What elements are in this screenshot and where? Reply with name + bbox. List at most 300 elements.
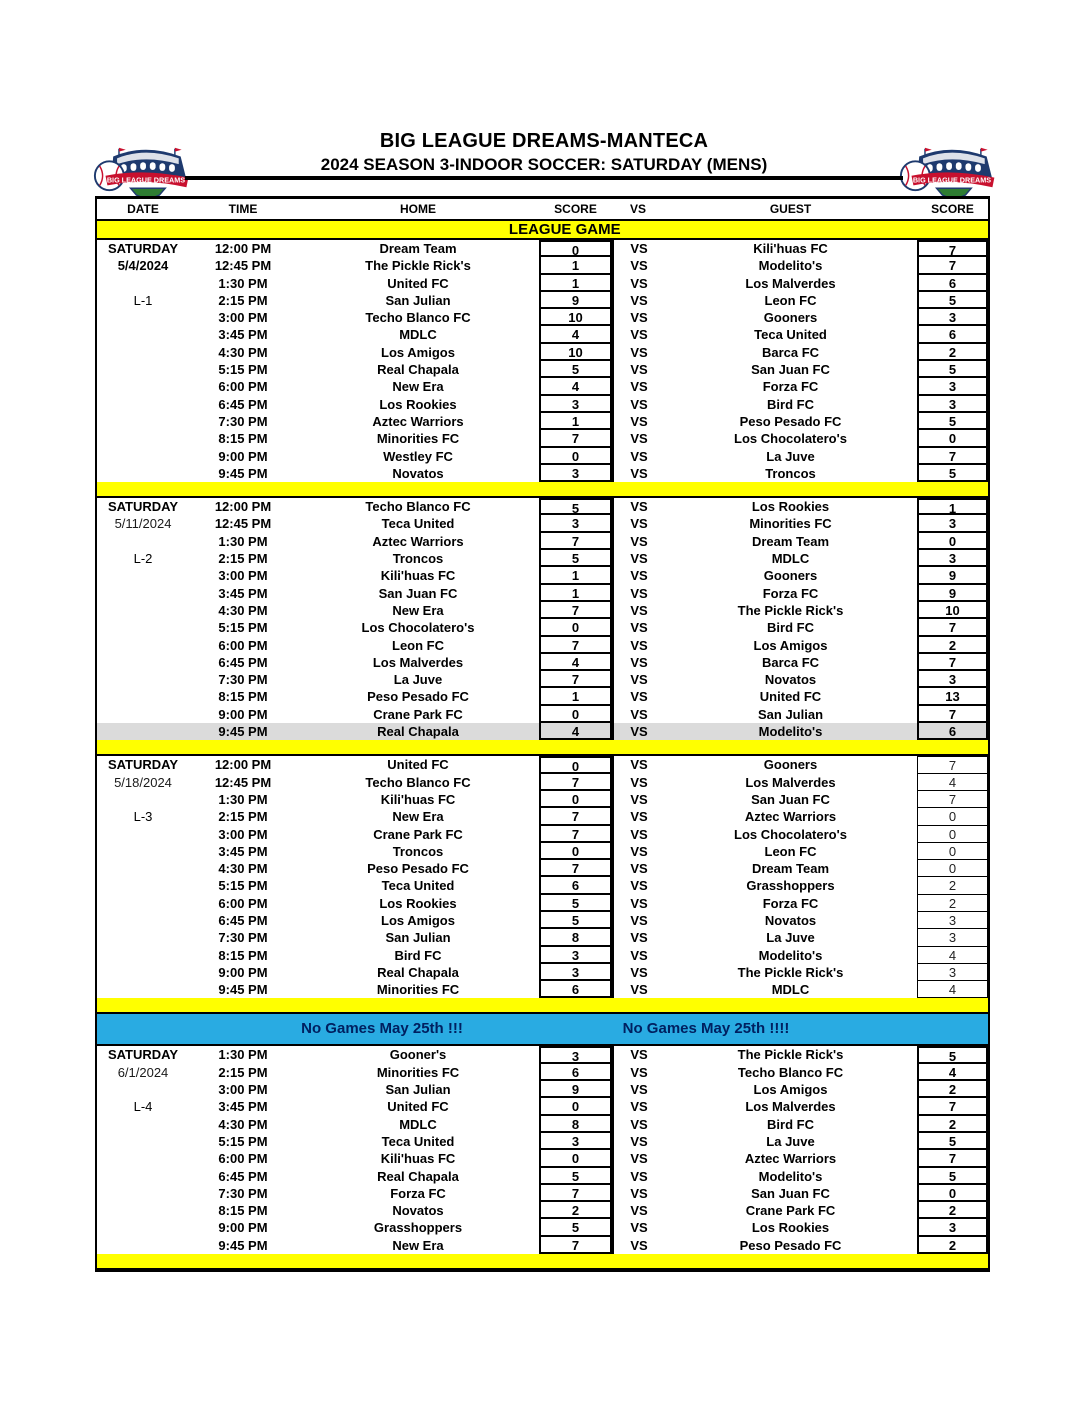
vs-label: VS xyxy=(612,309,664,326)
vs-label: VS xyxy=(612,498,664,515)
game-row xyxy=(97,378,988,395)
date-spacer xyxy=(97,396,189,413)
date-spacer xyxy=(97,326,189,343)
game-time: 8:15 PM xyxy=(218,431,268,447)
home-score: 4 xyxy=(539,654,612,671)
game-row xyxy=(97,843,988,860)
guest-score: 7 xyxy=(917,240,988,257)
guest-score: 2 xyxy=(917,1237,988,1254)
home-score: 5 xyxy=(539,550,612,567)
guest-score: 0 xyxy=(917,826,988,843)
guest-team: The Pickle Rick's xyxy=(737,1047,844,1063)
guest-score: 7 xyxy=(917,257,988,274)
date-spacer xyxy=(97,533,189,550)
date-spacer xyxy=(97,671,189,688)
vs-label: VS xyxy=(612,292,664,309)
home-team: Techo Blanco FC xyxy=(365,774,471,790)
date-spacer xyxy=(97,706,189,723)
vs-label: VS xyxy=(612,774,664,791)
guest-team: San Juan FC xyxy=(751,1185,830,1201)
home-score: 7 xyxy=(539,533,612,550)
game-time: 4:30 PM xyxy=(218,344,268,360)
vs-label: VS xyxy=(612,808,664,825)
game-time: 1:30 PM xyxy=(218,533,268,549)
guest-team: Dream Team xyxy=(751,533,830,549)
date-spacer xyxy=(97,826,189,843)
home-team: Los Malverdes xyxy=(372,654,464,670)
guest-score: 10 xyxy=(917,602,988,619)
home-team: Crane Park FC xyxy=(373,826,463,842)
guest-team: Los Malverdes xyxy=(745,1099,836,1115)
game-row xyxy=(97,1168,988,1185)
guest-score: 7 xyxy=(917,448,988,465)
vs-label: VS xyxy=(612,361,664,378)
home-team: MDLC xyxy=(399,327,437,343)
home-team: The Pickle Rick's xyxy=(365,258,471,274)
game-time: 6:00 PM xyxy=(218,379,268,395)
game-time: 6:45 PM xyxy=(218,654,268,670)
game-time: 9:45 PM xyxy=(189,723,297,740)
vs-label: VS xyxy=(612,430,664,447)
guest-score: 3 xyxy=(917,515,988,532)
game-time: 9:45 PM xyxy=(218,982,268,998)
home-team: Westley FC xyxy=(383,448,453,464)
vs-label: VS xyxy=(612,637,664,654)
guest-score: 3 xyxy=(917,912,988,929)
game-time: 6:00 PM xyxy=(218,895,268,911)
date-spacer xyxy=(97,1237,189,1254)
date-spacer xyxy=(97,929,189,946)
home-score: 0 xyxy=(539,240,612,257)
game-row xyxy=(97,1133,988,1150)
vs-label: VS xyxy=(612,1098,664,1115)
home-score: 7 xyxy=(539,860,612,877)
guest-team: Techo Blanco FC xyxy=(737,1064,844,1080)
guest-score: 0 xyxy=(917,430,988,447)
vs-label: VS xyxy=(612,877,664,894)
home-team: Peso Pesado FC xyxy=(367,861,469,877)
date-spacer xyxy=(97,1219,189,1236)
guest-team: Gooners xyxy=(763,310,818,326)
date-spacer xyxy=(97,1081,189,1098)
guest-team: Minorities FC xyxy=(749,516,832,532)
home-score: 3 xyxy=(539,964,612,981)
date-spacer xyxy=(97,361,189,378)
date-spacer xyxy=(97,981,189,998)
home-score: 1 xyxy=(539,585,612,602)
guest-score: 6 xyxy=(917,275,988,292)
home-score: 6 xyxy=(539,877,612,894)
home-score: 5 xyxy=(539,912,612,929)
game-time: 8:15 PM xyxy=(218,689,268,705)
guest-team: Bird FC xyxy=(767,620,814,636)
svg-text:BIG LEAGUE DREAMS: BIG LEAGUE DREAMS xyxy=(106,175,186,185)
col-header-guest: GUEST xyxy=(769,202,812,216)
home-score: 10 xyxy=(539,344,612,361)
vs-label: VS xyxy=(612,843,664,860)
home-team: Forza FC xyxy=(390,1185,446,1201)
guest-team: Modelito's xyxy=(758,947,823,963)
day-label: SATURDAY xyxy=(107,757,179,773)
home-team: Kili'huas FC xyxy=(380,791,456,807)
vs-label: VS xyxy=(612,378,664,395)
date-spacer xyxy=(97,309,189,326)
guest-team: The Pickle Rick's xyxy=(737,964,844,980)
home-score: 3 xyxy=(539,947,612,964)
game-time: 3:00 PM xyxy=(218,1082,268,1098)
vs-label: VS xyxy=(612,240,664,257)
game-row xyxy=(97,292,988,309)
home-team: Minorities FC xyxy=(376,1064,460,1080)
col-header-vs: VS xyxy=(629,202,646,216)
date-spacer xyxy=(97,1168,189,1185)
guest-team: Los Malverdes xyxy=(745,275,836,291)
game-time: 9:45 PM xyxy=(218,465,268,481)
home-team: Grasshoppers xyxy=(373,1220,463,1236)
game-time: 3:45 PM xyxy=(218,327,268,343)
vs-label: VS xyxy=(612,326,664,343)
home-team: Kili'huas FC xyxy=(380,1151,456,1167)
game-row xyxy=(97,619,988,636)
date-spacer xyxy=(97,688,189,705)
guest-team: Dream Team xyxy=(751,861,830,877)
guest-team: MDLC xyxy=(771,551,810,567)
home-score: 7 xyxy=(539,602,612,619)
date-spacer xyxy=(97,448,189,465)
guest-score: 5 xyxy=(917,413,988,430)
home-team: Gooner's xyxy=(389,1047,447,1063)
guest-team: Los Malverdes xyxy=(745,774,836,790)
vs-label: VS xyxy=(612,912,664,929)
home-team: Real Chapala xyxy=(377,964,459,980)
home-score: 4 xyxy=(539,326,612,343)
home-score: 4 xyxy=(539,723,612,740)
guest-team: Leon FC xyxy=(764,292,817,308)
guest-score: 4 xyxy=(917,774,988,791)
date-spacer xyxy=(97,654,189,671)
home-score: 3 xyxy=(539,465,612,482)
guest-score: 3 xyxy=(917,929,988,946)
guest-score: 0 xyxy=(917,843,988,860)
vs-label: VS xyxy=(612,1081,664,1098)
guest-score: 5 xyxy=(917,1168,988,1185)
game-row xyxy=(97,498,988,515)
guest-score: 7 xyxy=(917,1098,988,1115)
guest-team: Barca FC xyxy=(761,654,820,670)
game-row xyxy=(97,706,988,723)
date-spacer xyxy=(97,585,189,602)
league-label: L-2 xyxy=(133,551,153,567)
game-time: 6:00 PM xyxy=(218,637,268,653)
schedule-section xyxy=(97,1046,988,1254)
col-header-score: SCORE xyxy=(554,202,597,216)
no-games-banner xyxy=(97,1014,988,1046)
date-spacer xyxy=(97,1133,189,1150)
guest-score: 3 xyxy=(917,378,988,395)
game-time: 9:45 PM xyxy=(218,1237,268,1253)
guest-score: 3 xyxy=(917,309,988,326)
day-label: SATURDAY xyxy=(107,499,179,515)
home-score: 0 xyxy=(539,448,612,465)
schedule-table xyxy=(95,196,990,1272)
guest-score: 9 xyxy=(917,585,988,602)
home-team: Novatos xyxy=(392,465,444,481)
guest-score: 5 xyxy=(917,1133,988,1150)
guest-score: 7 xyxy=(917,654,988,671)
game-time: 1:30 PM xyxy=(218,791,268,807)
game-time: 3:00 PM xyxy=(218,826,268,842)
game-row xyxy=(97,637,988,654)
date-spacer xyxy=(97,1185,189,1202)
guest-team: Los Amigos xyxy=(753,1082,828,1098)
schedule-section xyxy=(97,498,988,740)
guest-team: Barca FC xyxy=(761,344,820,360)
vs-label: VS xyxy=(612,275,664,292)
date-spacer xyxy=(97,637,189,654)
game-time: 7:30 PM xyxy=(218,1185,268,1201)
vs-label: VS xyxy=(612,1219,664,1236)
game-time: 8:15 PM xyxy=(218,1203,268,1219)
vs-label: VS xyxy=(612,791,664,808)
home-team: Bird FC xyxy=(394,947,442,963)
home-team: Teca United xyxy=(381,878,455,894)
home-team: Techo Blanco FC xyxy=(365,499,471,515)
vs-label: VS xyxy=(612,602,664,619)
vs-label: VS xyxy=(612,671,664,688)
guest-score: 5 xyxy=(917,1046,988,1063)
vs-label: VS xyxy=(612,723,664,740)
game-row xyxy=(97,723,988,740)
guest-team: Novatos xyxy=(764,672,817,688)
guest-team: La Juve xyxy=(766,1133,815,1149)
date-spacer xyxy=(97,1150,189,1167)
guest-team: Los Chocolatero's xyxy=(734,431,847,447)
guest-team: La Juve xyxy=(766,930,815,946)
game-time: 12:00 PM xyxy=(214,241,272,256)
league-game-label: LEAGUE GAME xyxy=(508,221,621,238)
col-header-home: HOME xyxy=(400,202,436,216)
table-body xyxy=(97,240,988,1270)
game-row xyxy=(97,654,988,671)
date-label: 5/11/2024 xyxy=(114,516,172,532)
game-row xyxy=(97,1202,988,1219)
home-team: La Juve xyxy=(393,672,443,688)
vs-label: VS xyxy=(612,567,664,584)
game-time: 7:30 PM xyxy=(218,413,268,429)
home-team: Real Chapala xyxy=(377,362,459,378)
game-row xyxy=(97,1219,988,1236)
guest-score: 6 xyxy=(917,723,988,740)
game-row xyxy=(97,1237,988,1254)
home-team: United FC xyxy=(387,1099,449,1115)
title-rule xyxy=(185,176,903,180)
game-row xyxy=(97,533,988,550)
home-score: 8 xyxy=(539,1116,612,1133)
yellow-separator xyxy=(97,1254,988,1270)
home-score: 0 xyxy=(539,756,612,773)
vs-label: VS xyxy=(612,947,664,964)
game-time: 9:00 PM xyxy=(218,706,268,722)
guest-team: Bird FC xyxy=(767,1116,814,1132)
home-team: San Julian xyxy=(385,1082,451,1098)
day-label: SATURDAY xyxy=(107,241,179,256)
game-time: 9:00 PM xyxy=(218,964,268,980)
date-spacer xyxy=(97,275,189,292)
guest-score: 0 xyxy=(917,1185,988,1202)
game-time: 5:15 PM xyxy=(218,878,268,894)
guest-team: Forza FC xyxy=(762,585,819,601)
game-row xyxy=(97,826,988,843)
game-time: 2:15 PM xyxy=(218,1064,268,1080)
guest-team: Los Rookies xyxy=(751,1220,830,1236)
game-row xyxy=(97,602,988,619)
home-team: Crane Park FC xyxy=(373,706,463,722)
home-score: 5 xyxy=(539,1168,612,1185)
game-row xyxy=(97,1098,988,1115)
home-team: Peso Pesado FC xyxy=(367,689,469,705)
guest-score: 3 xyxy=(917,396,988,413)
guest-team: Gooners xyxy=(763,568,818,584)
guest-score: 2 xyxy=(917,877,988,894)
game-row xyxy=(97,774,988,791)
guest-score: 9 xyxy=(917,567,988,584)
guest-team: Los Amigos xyxy=(753,637,828,653)
date-spacer xyxy=(97,378,189,395)
home-score: 7 xyxy=(539,1237,612,1254)
game-row xyxy=(97,964,988,981)
game-time: 6:45 PM xyxy=(218,912,268,928)
game-row xyxy=(97,808,988,825)
home-team: Real Chapala xyxy=(297,723,539,740)
guest-score: 7 xyxy=(917,756,988,773)
game-row xyxy=(97,947,988,964)
home-score: 7 xyxy=(539,1185,612,1202)
home-score: 3 xyxy=(539,1046,612,1063)
guest-score: 3 xyxy=(917,671,988,688)
home-score: 5 xyxy=(539,895,612,912)
home-team: Kili'huas FC xyxy=(380,568,456,584)
league-label: L-1 xyxy=(133,292,153,308)
game-row xyxy=(97,877,988,894)
guest-team: Grasshoppers xyxy=(746,878,835,894)
home-score: 7 xyxy=(539,430,612,447)
guest-score: 4 xyxy=(917,1064,988,1081)
game-row xyxy=(97,929,988,946)
guest-score: 1 xyxy=(917,498,988,515)
date-spacer xyxy=(97,344,189,361)
game-row xyxy=(97,912,988,929)
vs-label: VS xyxy=(612,1202,664,1219)
game-time: 5:15 PM xyxy=(218,620,268,636)
guest-team: Modelito's xyxy=(664,723,917,740)
game-row xyxy=(97,1081,988,1098)
home-score: 0 xyxy=(539,791,612,808)
game-row xyxy=(97,1046,988,1063)
game-time: 3:45 PM xyxy=(218,1099,268,1115)
date-spacer xyxy=(97,619,189,636)
date-spacer xyxy=(97,723,189,740)
game-time: 3:00 PM xyxy=(218,568,268,584)
vs-label: VS xyxy=(612,981,664,998)
home-team: Dream Team xyxy=(379,241,457,256)
guest-team: Gooners xyxy=(763,757,818,773)
game-time: 4:30 PM xyxy=(218,1116,268,1132)
guest-team: The Pickle Rick's xyxy=(737,602,844,618)
date-spacer xyxy=(97,602,189,619)
vs-label: VS xyxy=(612,1064,664,1081)
guest-score: 0 xyxy=(917,860,988,877)
guest-score: 7 xyxy=(917,706,988,723)
home-score: 7 xyxy=(539,671,612,688)
game-time: 6:45 PM xyxy=(218,1168,268,1184)
guest-team: Peso Pesado FC xyxy=(739,1237,842,1253)
game-row xyxy=(97,688,988,705)
date-label: 6/1/2024 xyxy=(117,1064,169,1080)
vs-label: VS xyxy=(612,396,664,413)
game-time: 12:45 PM xyxy=(214,516,272,532)
page-subtitle: 2024 SEASON 3-INDOOR SOCCER: SATURDAY (MENS) xyxy=(320,155,768,174)
date-spacer xyxy=(97,1202,189,1219)
home-score: 9 xyxy=(539,1081,612,1098)
guest-score: 0 xyxy=(917,533,988,550)
col-header-date: DATE xyxy=(127,202,159,216)
date-spacer xyxy=(97,791,189,808)
game-row xyxy=(97,361,988,378)
home-team: Aztec Warriors xyxy=(372,413,464,429)
game-time: 6:00 PM xyxy=(218,1151,268,1167)
date-label: 5/18/2024 xyxy=(114,774,172,790)
page-title: BIG LEAGUE DREAMS-MANTECA xyxy=(379,130,709,152)
game-row xyxy=(97,396,988,413)
date-spacer xyxy=(97,860,189,877)
guest-score: 5 xyxy=(917,465,988,482)
game-time: 3:45 PM xyxy=(218,843,268,859)
game-row xyxy=(97,430,988,447)
date-spacer xyxy=(97,567,189,584)
vs-label: VS xyxy=(612,756,664,773)
guest-team: Modelito's xyxy=(758,258,823,274)
guest-score: 4 xyxy=(917,947,988,964)
table-header-row xyxy=(97,199,988,221)
game-row xyxy=(97,275,988,292)
home-score: 9 xyxy=(539,292,612,309)
guest-score: 2 xyxy=(917,1202,988,1219)
game-time: 1:30 PM xyxy=(218,275,268,291)
game-row xyxy=(97,413,988,430)
home-score: 4 xyxy=(539,378,612,395)
schedule-section xyxy=(97,240,988,482)
game-time: 12:00 PM xyxy=(214,499,272,515)
home-team: Real Chapala xyxy=(377,1168,459,1184)
vs-label: VS xyxy=(612,585,664,602)
game-row xyxy=(97,567,988,584)
date-spacer xyxy=(97,895,189,912)
home-score: 7 xyxy=(539,637,612,654)
game-row xyxy=(97,326,988,343)
vs-label: VS xyxy=(612,1133,664,1150)
home-team: San Julian xyxy=(385,930,451,946)
game-row xyxy=(97,1064,988,1081)
home-score: 8 xyxy=(539,929,612,946)
home-score: 5 xyxy=(539,361,612,378)
game-row xyxy=(97,1116,988,1133)
game-row xyxy=(97,240,988,257)
game-time: 5:15 PM xyxy=(218,1133,268,1149)
date-spacer xyxy=(97,964,189,981)
game-row xyxy=(97,585,988,602)
home-score: 1 xyxy=(539,275,612,292)
home-team: New Era xyxy=(392,602,444,618)
